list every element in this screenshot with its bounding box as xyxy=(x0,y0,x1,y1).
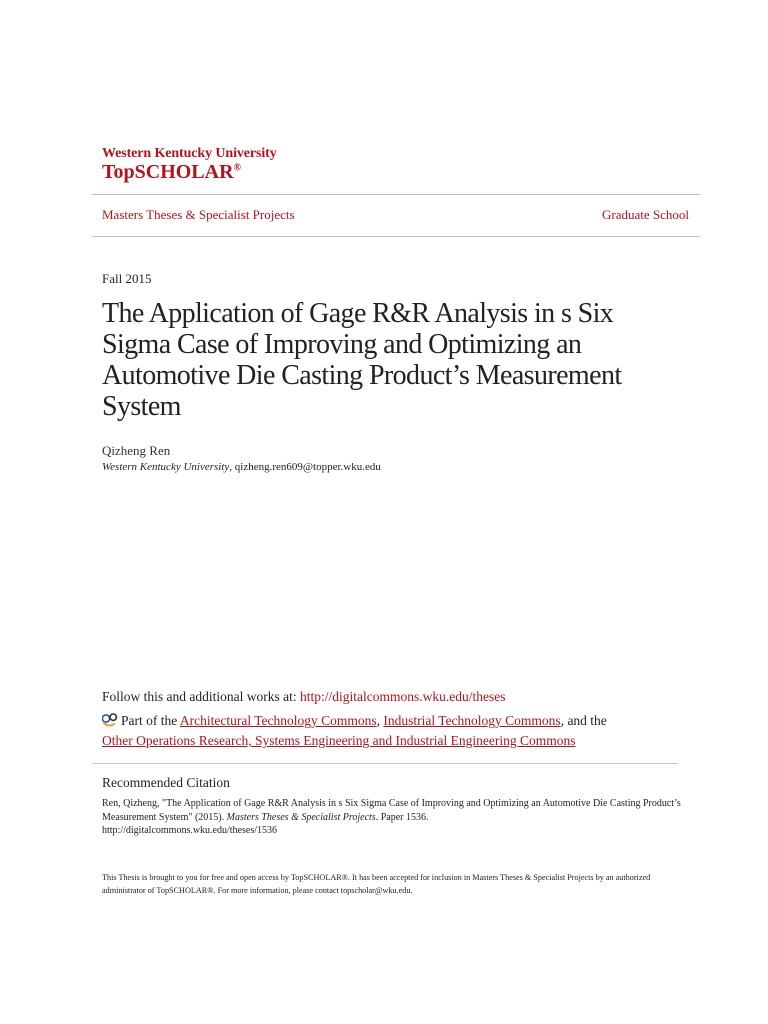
citation-text xyxy=(102,797,682,838)
follow-prefix: Follow this and additional works at: xyxy=(102,689,300,704)
architectural-technology-commons-link[interactable]: Architectural Technology Commons xyxy=(179,713,377,728)
header-divider-top xyxy=(92,194,700,195)
affiliation-institution: Western Kentucky University xyxy=(102,461,230,473)
part-of-commons xyxy=(102,711,662,751)
header-divider-bottom xyxy=(92,236,700,237)
access-notice: This Thesis is brought to you for free and open access by TopSCHOLAR®. It has been accepted for inclusion in Masters Theses & Specialist Projects by an authorized administrator of TopSCHOLAR®. For more information, please contact topscholar@wku.edu. xyxy=(102,873,651,895)
part-of-separator-1: , xyxy=(376,713,384,728)
citation-text-after: . Paper 1536. xyxy=(375,811,429,823)
commons-icon xyxy=(102,713,118,727)
author-email: , qizheng.ren609@topper.wku.edu xyxy=(229,461,381,473)
recommended-citation-heading: Recommended Citation xyxy=(102,775,230,790)
author-affiliation xyxy=(102,461,381,473)
citation-divider xyxy=(92,763,678,764)
publication-date: Fall 2015 xyxy=(102,271,152,286)
industrial-technology-commons-link[interactable]: Industrial Technology Commons xyxy=(383,713,561,728)
document-title: The Application of Gage R&R Analysis in s Six Sigma Case of Improving and Optimizing an Automotive Die Casting Product’s Measurement System xyxy=(102,298,622,422)
follow-line xyxy=(102,689,505,705)
theses-url-link[interactable]: http://digitalcommons.wku.edu/theses xyxy=(300,689,506,704)
graduate-school-link[interactable]: Graduate School xyxy=(601,207,689,222)
part-of-prefix: Part of the xyxy=(121,713,180,728)
university-name: Western Kentucky University xyxy=(102,146,277,161)
brand-name: TopSCHOLAR xyxy=(102,161,234,183)
masters-theses-link[interactable]: Masters Theses & Specialist Projects xyxy=(102,207,295,222)
operations-research-commons-link[interactable]: Other Operations Research, Systems Engineering and Industrial Engineering Commons xyxy=(102,733,576,748)
part-of-separator-2: , and the xyxy=(560,713,607,728)
citation-url: http://digitalcommons.wku.edu/theses/1536 xyxy=(102,825,277,836)
topscholar-brand xyxy=(102,161,241,184)
author-name: Qizheng Ren xyxy=(102,443,171,458)
brand-registered-mark: ® xyxy=(233,162,242,174)
citation-text-before: Ren, Qizheng, "The Application of Gage R&R Analysis in s Six Sigma Case of Improving and Optimizing an Automotive Die Casting Product’s Measurement System" (2015). xyxy=(102,798,681,823)
citation-series: Masters Theses & Specialist Projects xyxy=(226,811,376,823)
